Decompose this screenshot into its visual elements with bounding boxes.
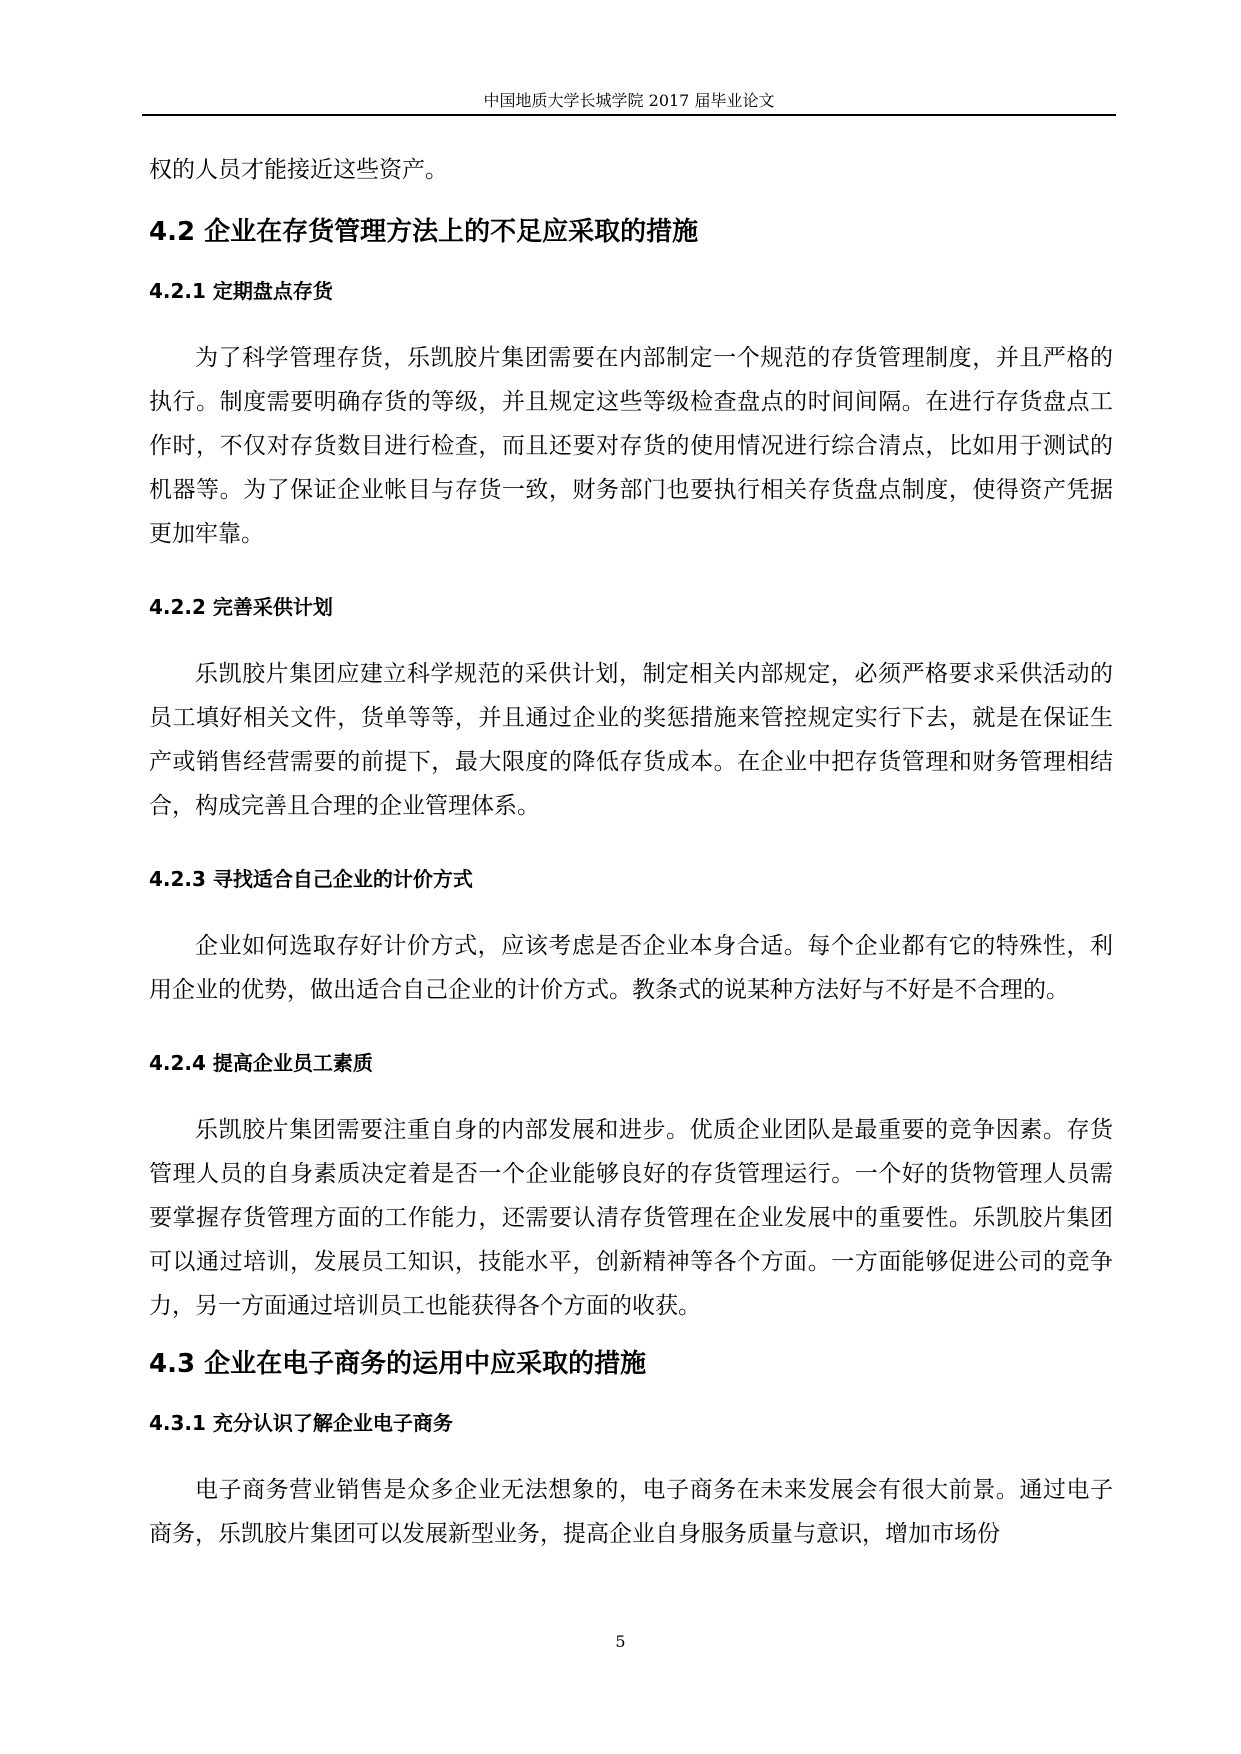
subsection-heading-4-3-1: 4.3.1 充分认识了解企业电子商务 — [149, 1411, 453, 1435]
header-rule — [142, 114, 1116, 116]
page-header: 中国地质大学长城学院 2017 届毕业论文 — [483, 91, 775, 110]
subsection-heading-4-2-1: 4.2.1 定期盘点存货 — [149, 279, 333, 303]
paragraph-4-2-3: 企业如何选取存好计价方式，应该考虑是否企业本身合适。每个企业都有它的特殊性，利用企业的优势，做出适合自己企业的计价方式。教条式的说某种方法好与不好是不合理的。 — [149, 933, 1113, 1003]
document-body — [149, 148, 1113, 1556]
subsection-heading-4-2-4: 4.2.4 提高企业员工素质 — [149, 1051, 373, 1075]
subsection-heading-4-2-3: 4.2.3 寻找适合自己企业的计价方式 — [149, 867, 473, 891]
subsection-heading-4-2-2: 4.2.2 完善采供计划 — [149, 595, 333, 619]
section-heading-4-3: 4.3 企业在电子商务的运用中应采取的措施 — [149, 1349, 647, 1379]
paragraph-4-2-1: 为了科学管理存货，乐凯胶片集团需要在内部制定一个规范的存货管理制度，并且严格的执行。制度需要明确存货的等级，并且规定这些等级检查盘点的时间间隔。在进行存货盘点工作时，不仅对存货数目进行检查，而且还要对存货的使用情况进行综合清点，比如用于测试的机器等。为了保证企业帐目与存货一致，财务部门也要执行相关存货盘点制度，使得资产凭据更加牢靠。 — [149, 345, 1113, 547]
paragraph-4-2-2: 乐凯胶片集团应建立科学规范的采供计划，制定相关内部规定，必须严格要求采供活动的员工填好相关文件，货单等等，并且通过企业的奖惩措施来管控规定实行下去，就是在保证生产或销售经营需要的前提下，最大限度的降低存货成本。在企业中把存货管理和财务管理相结合，构成完善且合理的企业管理体系。 — [149, 661, 1113, 819]
section-heading-4-2: 4.2 企业在存货管理方法上的不足应采取的措施 — [149, 217, 699, 247]
paragraph-4-2-4: 乐凯胶片集团需要注重自身的内部发展和进步。优质企业团队是最重要的竞争因素。存货管理人员的自身素质决定着是否一个企业能够良好的存货管理运行。一个好的货物管理人员需要掌握存货管理方面的工作能力，还需要认清存货管理在企业发展中的重要性。乐凯胶片集团可以通过培训，发展员工知识，技能水平，创新精神等各个方面。一方面能够促进公司的竞争力，另一方面通过培训员工也能获得各个方面的收获。 — [149, 1117, 1113, 1319]
page-number: 5 — [615, 1632, 626, 1651]
paragraph-4-3-1: 电子商务营业销售是众多企业无法想象的，电子商务在未来发展会有很大前景。通过电子商务，乐凯胶片集团可以发展新型业务，提高企业自身服务质量与意识，增加市场份 — [149, 1477, 1113, 1547]
paragraph-continued: 权的人员才能接近这些资产。 — [149, 157, 448, 183]
